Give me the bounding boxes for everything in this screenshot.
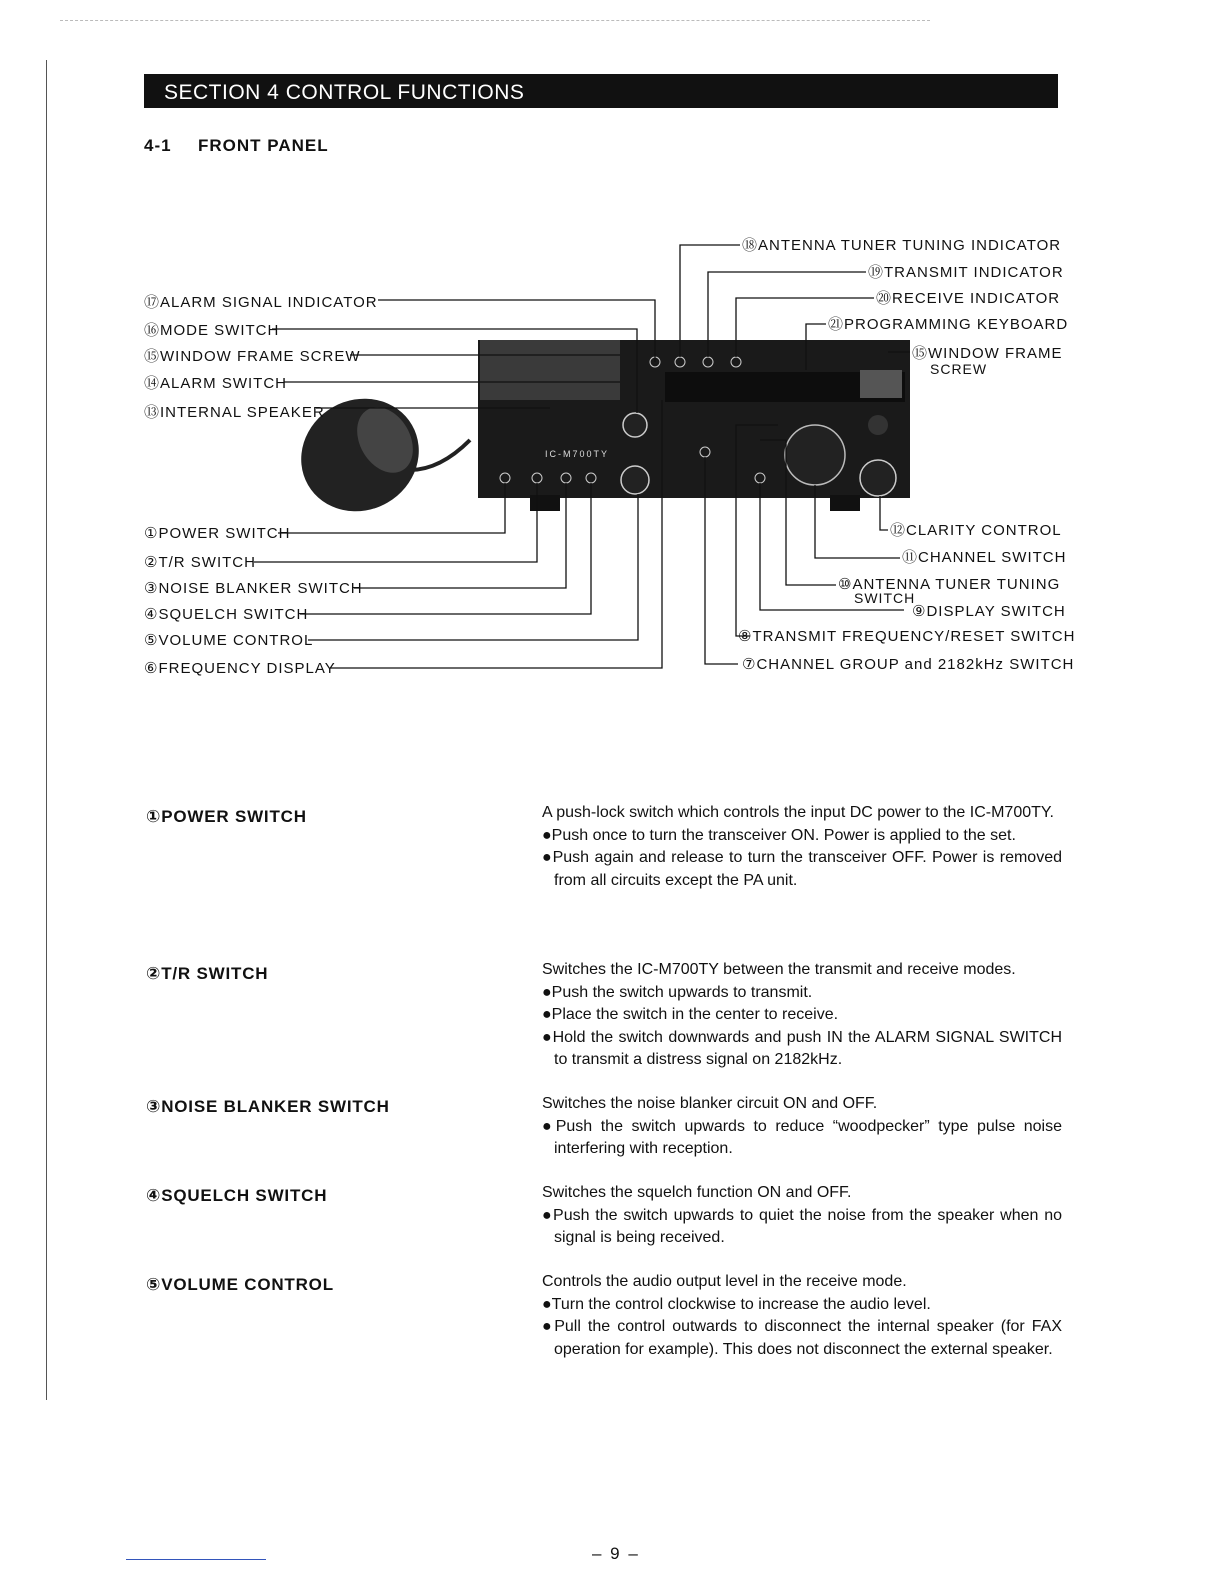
item-bullet: ●Turn the control clockwise to increase the audio level. — [542, 1295, 931, 1313]
item-bullet: ●Place the switch in the center to receive. — [542, 1006, 839, 1023]
label-frequency-display: ⑥FREQUENCY DISPLAY — [144, 660, 336, 677]
item-intro: Switches the squelch function ON and OFF. — [542, 1184, 852, 1201]
label-mode-switch: ⑯MODE SWITCH — [144, 322, 280, 339]
microphone — [281, 377, 440, 532]
label-tr-switch: ②T/R SWITCH — [144, 554, 256, 571]
front-panel-diagram — [0, 0, 1224, 700]
mode-knob — [623, 413, 647, 437]
item-desc-tr-switch — [542, 959, 1062, 1072]
item-desc-power-switch — [542, 802, 1062, 892]
item-title-volume: ⑤VOLUME CONTROL — [146, 1275, 334, 1294]
item-title-noise-blanker: ③NOISE BLANKER SWITCH — [146, 1097, 390, 1116]
subsection-title: FRONT PANEL — [198, 136, 329, 155]
item-bullet: ●Push the switch upwards to reduce “woodpecker” type pulse noise interfering with reception. — [542, 1117, 1062, 1157]
item-title-squelch: ④SQUELCH SWITCH — [146, 1186, 328, 1205]
channel-knob — [785, 425, 845, 485]
footer-line — [126, 1559, 266, 1560]
item-desc-noise-blanker — [542, 1093, 1062, 1161]
item-intro: A push-lock switch which controls the input DC power to the IC-M700TY. — [542, 804, 1054, 821]
page-number: – 9 – — [592, 1544, 640, 1563]
label-internal-speaker: ⑬INTERNAL SPEAKER — [144, 404, 325, 421]
item-bullet: ●Hold the switch downwards and push IN the ALARM SIGNAL SWITCH to transmit a distress signal on 2182kHz. — [542, 1028, 1062, 1068]
item-bullet: ●Push the switch upwards to quiet the noise from the speaker when no signal is being received. — [542, 1206, 1062, 1246]
label-antenna-tuner-switch: ⑩ANTENNA TUNER TUNING — [838, 576, 1061, 593]
label-window-frame-screw-right-2: SCREW — [930, 361, 988, 377]
radio-foot-right — [830, 495, 860, 511]
section-title-bar: SECTION 4 CONTROL FUNCTIONS — [144, 74, 1058, 108]
label-volume-control: ⑤VOLUME CONTROL — [144, 632, 314, 649]
label-power-switch: ①POWER SWITCH — [144, 525, 291, 542]
item-intro: Controls the audio output level in the receive mode. — [542, 1273, 907, 1290]
item-title-power-switch: ①POWER SWITCH — [146, 807, 307, 826]
label-alarm-signal-indicator: ⑰ALARM SIGNAL INDICATOR — [144, 294, 378, 311]
item-bullet: ●Push the switch upwards to transmit. — [542, 983, 813, 1001]
label-antenna-tuner-indicator: ⑱ANTENNA TUNER TUNING INDICATOR — [742, 237, 1062, 254]
window-screw-right — [868, 415, 888, 435]
item-desc-squelch — [542, 1182, 1062, 1250]
label-receive-indicator: ⑳RECEIVE INDICATOR — [876, 290, 1061, 307]
item-intro: Switches the noise blanker circuit ON and OFF. — [542, 1095, 878, 1112]
speaker-grille — [480, 340, 620, 400]
radio-model-text: IC-M700TY — [545, 449, 610, 459]
item-title-tr-switch: ②T/R SWITCH — [146, 964, 269, 983]
label-channel-group-2182: ⑦CHANNEL GROUP and 2182kHz SWITCH — [742, 656, 1075, 673]
label-programming-keyboard: ㉑PROGRAMMING KEYBOARD — [828, 316, 1069, 333]
label-clarity-control: ⑫CLARITY CONTROL — [890, 522, 1062, 539]
label-alarm-switch: ⑭ALARM SWITCH — [144, 375, 288, 392]
label-squelch-switch: ④SQUELCH SWITCH — [144, 606, 309, 623]
label-antenna-tuner-switch-2: SWITCH — [854, 590, 916, 606]
programming-keyboard — [860, 370, 902, 398]
label-transmit-indicator: ⑲TRANSMIT INDICATOR — [868, 264, 1064, 281]
item-bullet: ●Push once to turn the transceiver ON. Power is applied to the set. — [542, 826, 1016, 844]
label-window-frame-screw-right: ⑮WINDOW FRAME — [912, 345, 1063, 362]
item-desc-volume — [542, 1271, 1062, 1361]
label-channel-switch: ⑪CHANNEL SWITCH — [902, 549, 1067, 566]
radio-foot-left — [530, 495, 560, 511]
label-transmit-frequency-reset: ⑧TRANSMIT FREQUENCY/RESET SWITCH — [738, 628, 1076, 645]
label-window-frame-screw-left: ⑮WINDOW FRAME SCREW — [144, 348, 361, 365]
item-intro: Switches the IC-M700TY between the transmit and receive modes. — [542, 961, 1016, 978]
label-noise-blanker-switch: ③NOISE BLANKER SWITCH — [144, 580, 363, 597]
microphone-cord — [410, 440, 470, 470]
clarity-knob — [860, 460, 896, 496]
label-display-switch: ⑨DISPLAY SWITCH — [912, 603, 1066, 620]
item-bullet: ●Push again and release to turn the transceiver OFF. Power is removed from all circuits except the PA unit. — [542, 849, 1062, 889]
volume-knob — [621, 466, 649, 494]
subsection-number: 4-1 — [144, 136, 172, 155]
item-bullet: ●Pull the control outwards to disconnect the internal speaker (for FAX operation for example). This does not disconnect the external speaker. — [542, 1318, 1062, 1358]
